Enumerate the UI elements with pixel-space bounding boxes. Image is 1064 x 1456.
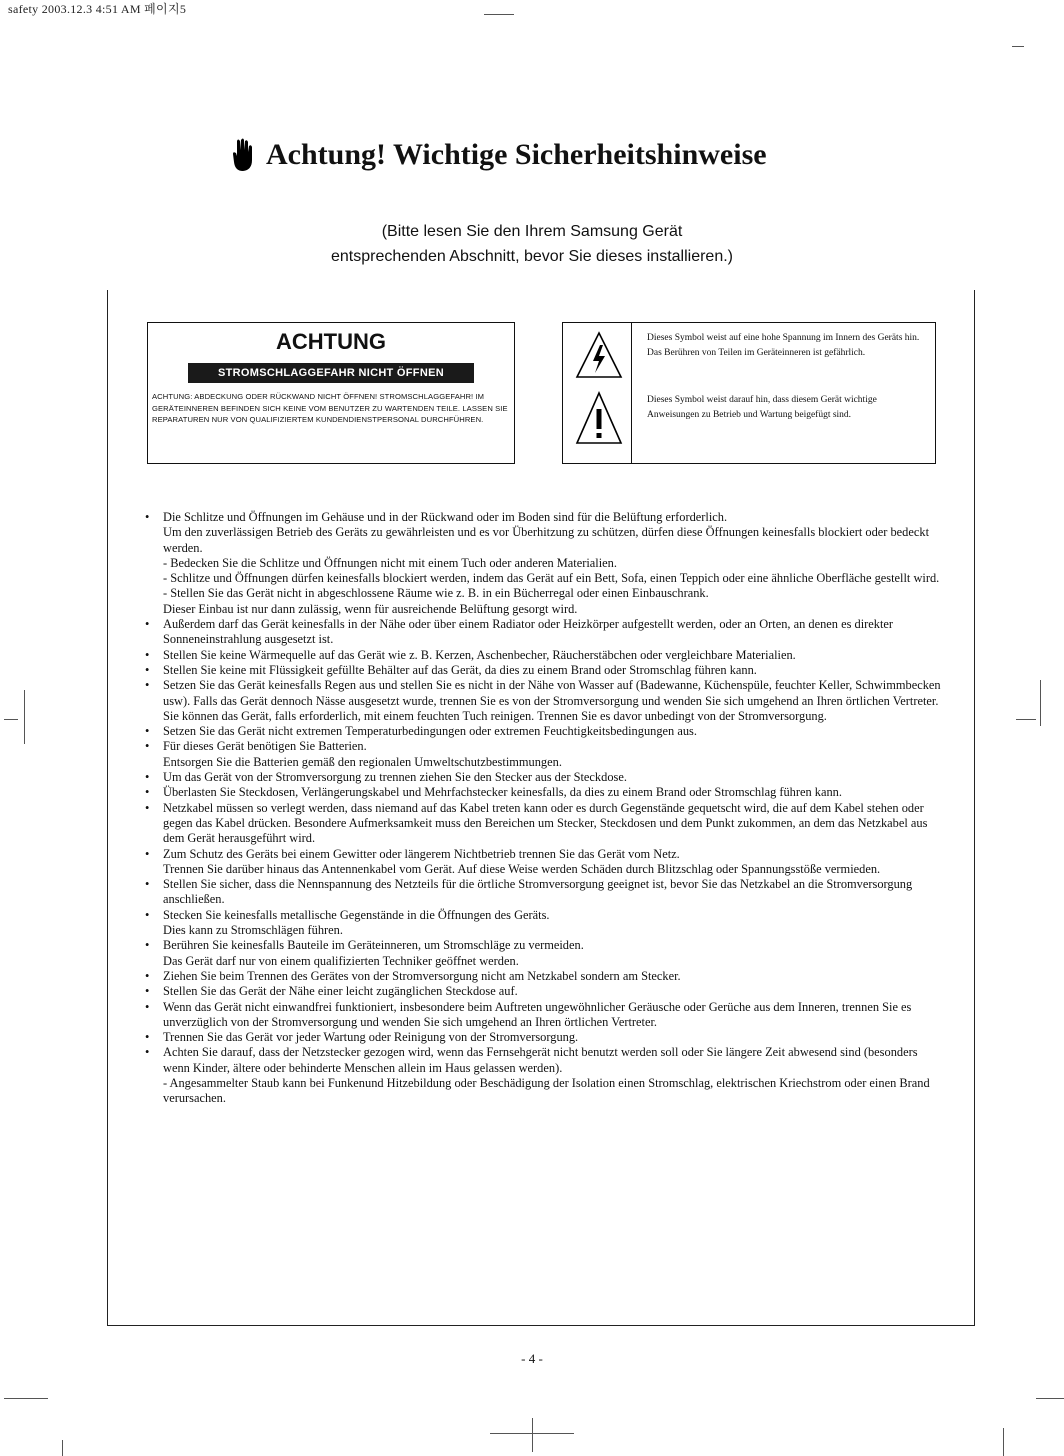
list-item [145,877,945,908]
list-item-subtext: Entsorgen Sie die Batterien gemäß den regionalen Umweltschutzbestimmungen. [163,754,562,769]
hand-icon [232,138,254,172]
page-number: - 4 - [521,1351,543,1366]
list-item-text: • Stellen Sie keine mit Flüssigkeit gefüllte Behälter auf das Gerät, da dies zu einem Brand oder Stromschlag führen kann. [163,662,757,677]
warning-label-title: ACHTUNG [276,329,386,354]
list-item-text: • Zum Schutz des Geräts bei einem Gewitter oder längerem Nichtbetrieb trennen Sie das Gerät vom Netz. [163,846,680,861]
frame-bottom-border [107,1325,975,1326]
crop-mark [1036,1398,1064,1399]
list-item-text: • Setzen Sie das Gerät keinesfalls Regen aus und stellen Sie es nicht in der Nähe von Wasser auf (Badewanne, Küchenspüle, feuchter Keller, Schwimmbecken usw). Falls das Gerät dennoch Nässe ausgesetzt wurde, trennen Sie es von der Stromversorgung und wenden Sie sich umgehend an Ihren örtlichen Vertreter. [163,678,941,708]
list-item-text: • Um das Gerät von der Stromversorgung zu trennen ziehen Sie den Stecker aus der Steckdose. [163,770,627,785]
list-item [145,648,945,663]
crop-mark [1016,719,1036,720]
list-item [145,678,945,724]
crop-mark [62,1440,63,1456]
list-item-subtext: Das Gerät darf nur von einem qualifizierten Techniker geöffnet werden. [163,953,519,968]
list-item [145,663,945,678]
crop-mark [24,690,25,744]
list-item-text: • Außerdem darf das Gerät keinesfalls in der Nähe oder über einem Radiator oder Heizkörper aufgestellt werden, oder an Orten, an denen es direkter Sonneneinstrahlung ausgesetzt ist. [163,617,894,647]
list-item-text: • Die Schlitze und Öffnungen im Gehäuse und in der Rückwand oder im Boden sind für die Belüftung erforderlich. [163,510,728,524]
list-item-subtext: Dies kann zu Stromschlägen führen. [163,923,343,938]
list-item-text: • Achten Sie darauf, dass der Netzstecker gezogen wird, wenn das Fernsehgerät nicht benutzt werden soll oder Sie längere Zeit abwesend sind (besonders wenn Kinder, ältere oder behinderte Menschen allein im Haus gelassen werden). [163,1045,918,1075]
list-item-text: • Stellen Sie sicher, dass die Nennspannung des Netzteils für die örtliche Stromversorgung geeignet ist, bevor Sie das Netzkabel an die Stromversorgung anschließen. [163,877,913,907]
symbol-text-voltage: Dieses Symbol weist auf eine hohe Spannung im Innern des Geräts hin. Das Berühren von Teilen im Geräteinneren ist gefährlich. [647,333,920,358]
list-item [145,785,945,800]
subtitle-line-1: (Bitte lesen Sie den Ihrem Samsung Gerät [381,223,683,240]
list-item-subtext: Sie können das Gerät, falls erforderlich, mit einem feuchten Tuch reinigen. Trennen Sie es davor unbedingt von der Stromversorgung. [163,708,827,723]
list-item [145,739,945,770]
list-item [145,938,945,969]
list-item [145,969,945,984]
crop-mark [4,1398,48,1399]
list-item [145,724,945,739]
list-item [145,617,945,648]
crop-mark [532,1418,533,1452]
warning-label-text: ACHTUNG: ABDECKUNG ODER RÜCKWAND NICHT ÖFFNEN! STROMSCHLAGGEFAHR! IM GERÄTEINNEREN BEFINDEN SICH KEINE VOM BENUTZER ZU WARTENDEN TEILE. LASSEN SIE REPARATUREN NUR VON QUALIFIZIERTEM KUNDENDIENSTPERSONAL DURCHFÜHREN. [152,392,508,424]
list-item-text: • Berühren Sie keinesfalls Bauteile im Geräteinneren, um Stromschläge zu vermeiden. [163,938,584,953]
list-item-text: • Für dieses Gerät benötigen Sie Batterien. [163,739,367,754]
list-item-text: • Stellen Sie das Gerät der Nähe einer leicht zugänglichen Steckdose auf. [163,984,518,999]
list-item-subtext: Trennen Sie darüber hinaus das Antennenkabel vom Gerät. Auf diese Weise werden Schäden durch Blitzschlag oder Spannungsstöße vermieden. [163,861,881,876]
list-item-subtext: - Angesammelter Staub kann bei Funkenund Hitzebildung oder Beschädigung der Isolation einen Stromschlag, elektrischen Kriechstrom oder einen Brand verursachen. [163,1075,930,1106]
list-item-text: • Überlasten Sie Steckdosen, Verlängerungskabel und Mehrfachstecker keinesfalls, da dies zu einem Brand oder Stromschlag führen kann. [163,785,842,800]
subtitle-line-2: entsprechenden Abschnitt, bevor Sie dieses installieren.) [330,248,733,265]
list-item [145,1030,945,1045]
list-item [145,847,945,878]
frame-left-border [107,290,108,1326]
list-item-text: • Netzkabel müssen so verlegt werden, dass niemand auf das Kabel treten kann oder es durch Gegenstände gequetscht wird, die auf dem Kabel stehen oder gegen das Kabel drücken. Besondere Aufmerksamkeit muss den Bereichen um Stecker, Steckdosen und dem Punkt zukommen, an dem das Netzkabel aus dem Gerät herausgeführt wird. [163,800,928,846]
list-item [145,510,945,617]
list-item-subtext: - Schlitze und Öffnungen dürfen keinesfalls blockiert werden, indem das Gerät auf ein Bett, Sofa, einen Teppich oder eine ähnliche Oberfläche gestellt wird. [163,571,940,586]
crop-mark [1040,680,1041,726]
list-item-text: • Trennen Sie das Gerät vor jeder Wartung oder Reinigung von der Stromversorgung. [163,1030,579,1045]
list-item [145,770,945,785]
list-item-text: • Stellen Sie keine Wärmequelle auf das Gerät wie z. B. Kerzen, Aschenbecher, Räucherstäbchen oder vergleichbare Materialien. [163,647,796,662]
safety-instructions-list [145,510,945,1107]
list-item [145,1045,945,1106]
frame-right-border [974,290,975,1326]
list-item-subtext: Um den zuverlässigen Betrieb des Geräts zu gewährleisten und es vor Überhitzung zu schützen, dürfen diese Öffnungen keinesfalls blockiert oder bedeckt werden. [163,525,930,555]
lightning-triangle-icon [575,331,623,381]
crop-mark [1003,1428,1004,1456]
crop-mark [1012,46,1024,47]
running-header: safety 2003.12.3 4:51 AM 페이지5 [8,2,187,16]
list-item [145,1000,945,1031]
list-item-text: • Stecken Sie keinesfalls metallische Gegenstände in die Öffnungen des Geräts. [163,907,550,922]
subtitle [0,219,1064,269]
warning-label [147,322,515,464]
symbol-row-instructions [563,389,935,453]
symbol-text-instructions: Dieses Symbol weist darauf hin, dass diesem Gerät wichtige Anweisungen zu Betrieb und Wartung beigefügt sind. [647,395,877,420]
list-item-text: • Setzen Sie das Gerät nicht extremen Temperaturbedingungen oder extremen Feuchtigkeitsbedingungen aus. [163,724,697,739]
title-text: Achtung! Wichtige Sicherheitshinweise [266,138,767,171]
list-item-text: • Ziehen Sie beim Trennen des Gerätes von der Stromversorgung nicht am Netzkabel sondern am Stecker. [163,968,681,983]
crop-mark [4,719,18,720]
warning-label-band: STROMSCHLAGGEFAHR NICHT ÖFFNEN [188,363,474,383]
symbol-row-voltage [563,325,935,389]
list-item-text: • Wenn das Gerät nicht einwandfrei funktioniert, insbesondere beim Auftreten ungewöhnlicher Geräusche oder Gerüche aus dem Inneren, trennen Sie es unverzüglich von der Stromversorgung und wenden Sie sich umgehend an Ihren örtlichen Vertreter. [163,999,912,1029]
crop-mark [484,14,514,15]
list-item [145,908,945,939]
list-item [145,984,945,999]
list-item [145,801,945,847]
list-item-subtext: Dieser Einbau ist nur dann zulässig, wenn für ausreichende Belüftung gesorgt wird. [163,601,578,616]
page-title [232,138,767,172]
exclamation-triangle-icon [575,391,623,447]
list-item-subtext: - Stellen Sie das Gerät nicht in abgeschlossene Räume wie z. B. in ein Bücherregal oder einen Einbauschrank. [163,586,709,601]
list-item-subtext: - Bedecken Sie die Schlitze und Öffnungen nicht mit einem Tuch oder anderen Materialien. [163,555,617,570]
symbol-legend [562,322,936,464]
